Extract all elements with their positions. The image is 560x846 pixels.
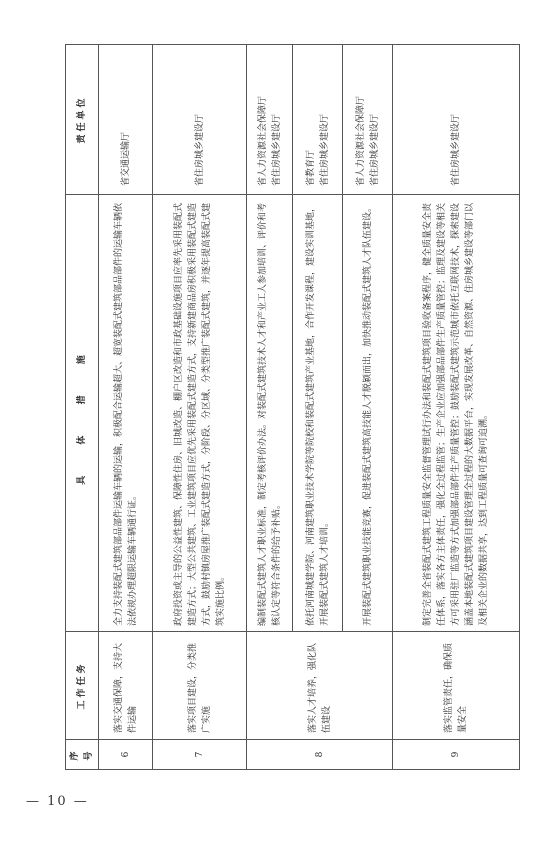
dept-name: 省人力资源社会保障厅 (355, 95, 366, 186)
dept-name: 省住房城乡建设厅 (319, 113, 330, 186)
dept-name: 省人力资源社会保障厅 (257, 95, 268, 186)
table-row (153, 45, 247, 770)
header-measures: 具 体 措 施 (66, 195, 99, 632)
header-dept: 责任单位 (66, 45, 99, 195)
table-header-row (66, 45, 99, 770)
measure-cell: 编制装配式建筑人才职业标准，制定考核评价办法。对装配式建筑技术人才和产业工人参加培训、评价和考核认定等符合条件的给予补贴。 (247, 195, 293, 632)
header-task: 工作任务 (66, 632, 99, 740)
measure-cell: 开展装配式建筑职业技能竞赛，促进装配式建筑高技能人才脱颖而出，加快推动装配式建筑人才队伍建设。 (343, 195, 393, 632)
row-number: 7 (153, 740, 247, 770)
dept-cell (343, 45, 393, 195)
row-number: 9 (393, 740, 520, 770)
row-number: 6 (99, 740, 153, 770)
dept-name: 省住房城乡建设厅 (369, 113, 380, 186)
table-row (247, 45, 293, 770)
dept-cell (393, 45, 520, 195)
rotated-table-frame (65, 45, 510, 770)
dept-name: 省住房城乡建设厅 (194, 113, 205, 186)
dept-cell (247, 45, 293, 195)
header-seq: 序号 (66, 740, 99, 770)
dept-name: 省教育厅 (305, 149, 316, 186)
measure-cell: 制定完善全省装配式建筑工程质量安全监督管理试行办法和装配式建筑项目验收备案程序，健全质量安全责任体系，落实各方主体责任，强化全过程监管；生产企业应加强部品部件生产质量管控；监理及建设等相关方可采用驻厂监造等方式加强部品部件生产质量管控；鼓励装配式建筑示范城市依托互联网技术，探索建设涵盖本地装配式建筑项目建设管理全过程的大数据平台，实现发展改革、自然资源、住房城乡建设等部门以及相关企业的数据共享，达到工程质量可查询可追溯。 (393, 195, 520, 632)
task-cell: 落实人才培养，强化队伍建设 (247, 632, 393, 740)
dept-name: 省交通运输厅 (120, 131, 131, 186)
task-cell: 落实监管责任，确保质量安全 (393, 632, 520, 740)
task-cell: 落实交通保障，支持大件运输 (99, 632, 153, 740)
measure-cell: 政府投资或主导的公益性建筑、保障性住房、旧城改造、棚户区改造和市政基础设施项目应率先采用装配式建造方式；大型公共建筑、工业建筑项目应优先采用装配式建造方式，支持新建商品房积极采用装配式建造方式，鼓励村镇房屋推广装配式建造方式，分阶段、分区域、分类型推广装配式建筑，并逐年提高装配式建筑实施比例。 (153, 195, 247, 632)
measure-cell: 依托河南城建学院、河南建筑职业技术学院等院校和装配式建筑产业基地，合作开发课程，建设实训基地，开展装配式建筑人才培训。 (293, 195, 343, 632)
row-number: 8 (247, 740, 393, 770)
table-row (393, 45, 520, 770)
task-table (65, 44, 520, 770)
dept-name: 省住房城乡建设厅 (451, 113, 461, 186)
dept-name: 省住房城乡建设厅 (271, 113, 282, 186)
dept-cell (153, 45, 247, 195)
dept-cell (99, 45, 153, 195)
table-row (99, 45, 153, 770)
task-cell: 落实项目建设，分类推广实施 (153, 632, 247, 740)
measure-cell: 全力支持装配式建筑部品部件运输车辆的运输，积极配合运输超大、超宽装配式建筑部品部件的运输车辆依法依规办理超限运输车辆通行证。 (99, 195, 153, 632)
page-number: — 10 — (26, 794, 89, 809)
dept-cell (293, 45, 343, 195)
